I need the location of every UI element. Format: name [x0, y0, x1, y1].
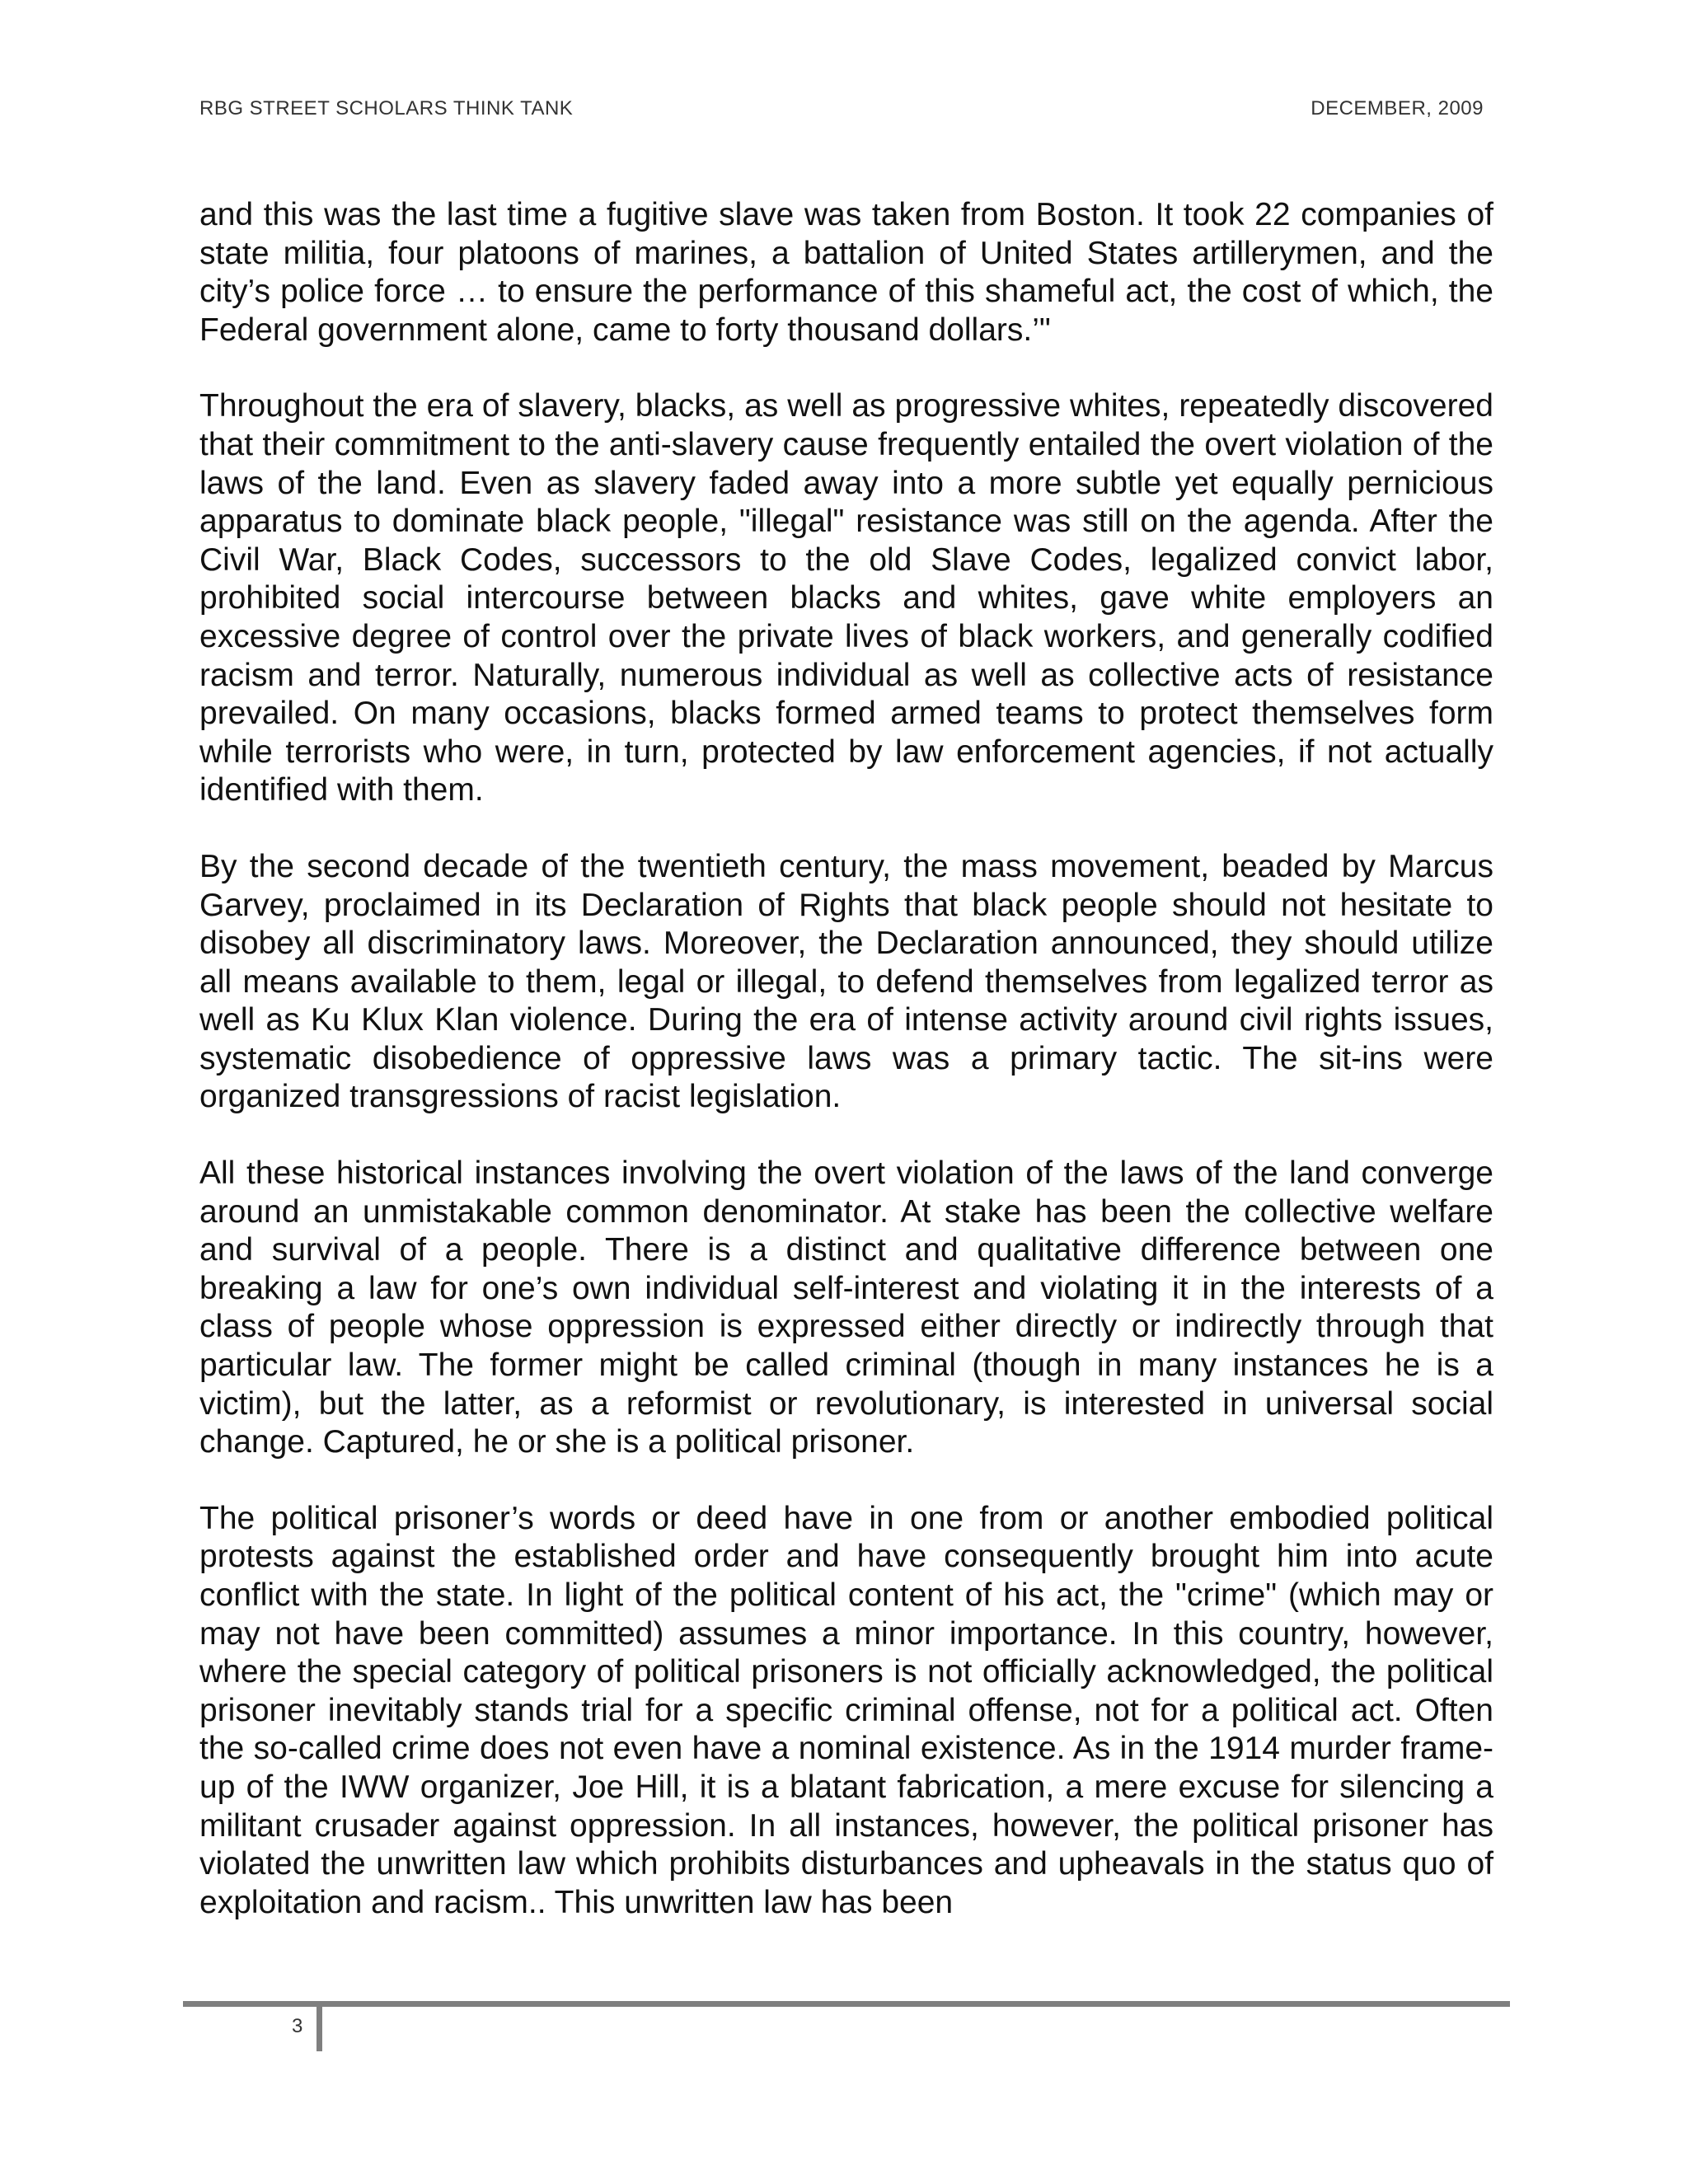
paragraph: Throughout the era of slavery, blacks, as well as progressive whites, repeatedly discovered that their commitment to the anti-slavery cause frequently entailed the overt violation of the laws of the land. Even as slavery faded away into a more subtle yet equally pernicious apparatus to dominate black people, "illegal" resistance was still on the agenda. After the Civil War, Black Codes, successors to the old Slave Codes, legalized convict labor, prohibited social intercourse between blacks and whites, gave white employers an excessive degree of control over the private lives of black workers, and generally codified racism and terror. Naturally, numerous individual as well as collective acts of resistance prevailed. On many occasions, blacks formed armed teams to protect themselves form while terrorists who were, in turn, protected by law enforcement agencies, if not actually identified with them.: [199, 388, 1493, 808]
footer-divider: [183, 2001, 1510, 2007]
page-header: [199, 97, 1484, 130]
paragraph: By the second decade of the twentieth century, the mass movement, beaded by Marcus Garvey, proclaimed in its Declaration of Rights that black people should not hesitate to disobey all discriminatory laws. Moreover, the Declaration announced, they should utilize all means available to them, legal or illegal, to defend themselves from legalized terror as well as Ku Klux Klan violence. During the era of intense activity around civil rights issues, systematic disobedience of oppressive laws was a primary tactic. The sit-ins were organized transgressions of racist legislation.: [199, 848, 1493, 1115]
paragraph: and this was the last time a fugitive slave was taken from Boston. It took 22 companies of state militia, four platoons of marines, a battalion of United States artillerymen, and the city’s police force … to ensure the performance of this shameful act, the cost of which, the Federal government alone, came to forty thousand dollars.’": [199, 197, 1493, 348]
paragraph: All these historical instances involving the overt violation of the laws of the land converge around an unmistakable common denominator. At stake has been the collective welfare and survival of a people. There is a distinct and qualitative difference between one breaking a law for one’s own individual self-interest and violating it in the interests of a class of people whose oppression is expressed either directly or indirectly through that particular law. The former might be called criminal (though in many instances he is a victim), but the latter, as a reformist or revolutionary, is interested in universal social change. Captured, he or she is a political prisoner.: [199, 1155, 1493, 1460]
page-number: 3: [292, 2015, 303, 2037]
paragraph: The political prisoner’s words or deed have in one from or another embodied political protests against the established order and have consequently brought him into acute conflict with the state. In light of the political content of his act, the "crime" (which may or may not have been committed) assumes a minor importance. In this country, however, where the special category of political prisoners is not officially acknowledged, the political prisoner inevitably stands trial for a specific criminal offense, not for a political act. Often the so-called crime does not even have a nominal existence. As in the 1914 murder frame-up of the IWW organizer, Joe Hill, it is a blatant fabrication, a mere excuse for silencing a militant crusader against oppression. In all instances, however, the political prisoner has violated the unwritten law which prohibits disturbances and upheavals in the status quo of exploitation and racism.. This unwritten law has been: [199, 1500, 1493, 1920]
header-date: DECEMBER, 2009: [1311, 97, 1484, 120]
footer-page-marker: [316, 2005, 322, 2051]
document-body: [199, 196, 1493, 1960]
header-organization: RBG STREET SCHOLARS THINK TANK: [199, 97, 574, 120]
